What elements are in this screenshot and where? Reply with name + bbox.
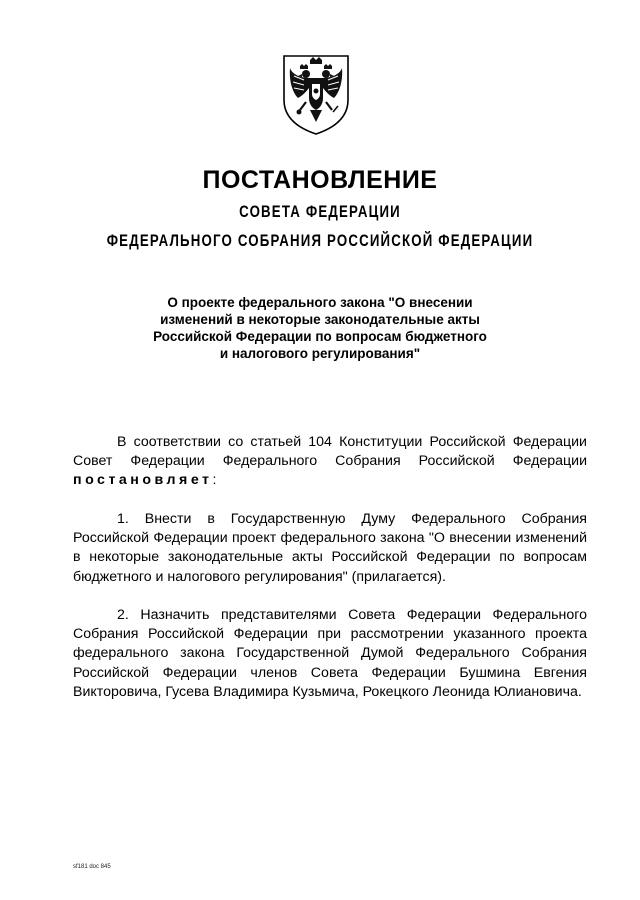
clause-1: 1. Внести в Государственную Думу Федерального Собрания Российской Федерации проект федерального закона "О внесении изменений в некоторые законодательные акты Российской Федерации по вопросам бюджетного и налогового регулирования" (прилагается). [73, 511, 587, 585]
subject-line: Российской Федерации по вопросам бюджетного [153, 329, 487, 344]
subject-line: и налогового регулирования" [219, 346, 421, 361]
file-reference: sf181 doc 845 [73, 864, 111, 870]
decree-verb: постановляет [73, 472, 213, 489]
preamble-paragraph [73, 433, 587, 491]
subject-line: изменений в некоторые законодательные акты [160, 312, 480, 327]
preamble-text: В соответствии со статьей 104 Конституции Российской Федерации Совет Федерации Федерального Собрания Российской Федерации [73, 434, 587, 470]
clause-2: 2. Назначить представителями Совета Федерации Федерального Собрания Российской Федерации при рассмотрении указанного проекта федерального закона Государственной Думой Федерального Собрания Российской Федерации членов Совета Федерации Бушмина Евгения Викторовича, Гусева Владимира Кузьмича, Рокецкого Леонида Юлиановича. [73, 607, 587, 700]
issuer-line-1: СОВЕТА ФЕДЕРАЦИИ [239, 202, 401, 221]
issuer-line-2: ФЕДЕРАЛЬНОГО СОБРАНИЯ РОССИЙСКОЙ ФЕДЕРАЦИИ [106, 231, 534, 250]
coat-of-arms-icon [276, 52, 356, 136]
document-title: ПОСТАНОВЛЕНИЕ [202, 166, 438, 194]
preamble-colon: : [212, 472, 217, 489]
subject-line: О проекте федерального закона "О внесении [167, 295, 473, 310]
resolution-subject [110, 294, 530, 362]
